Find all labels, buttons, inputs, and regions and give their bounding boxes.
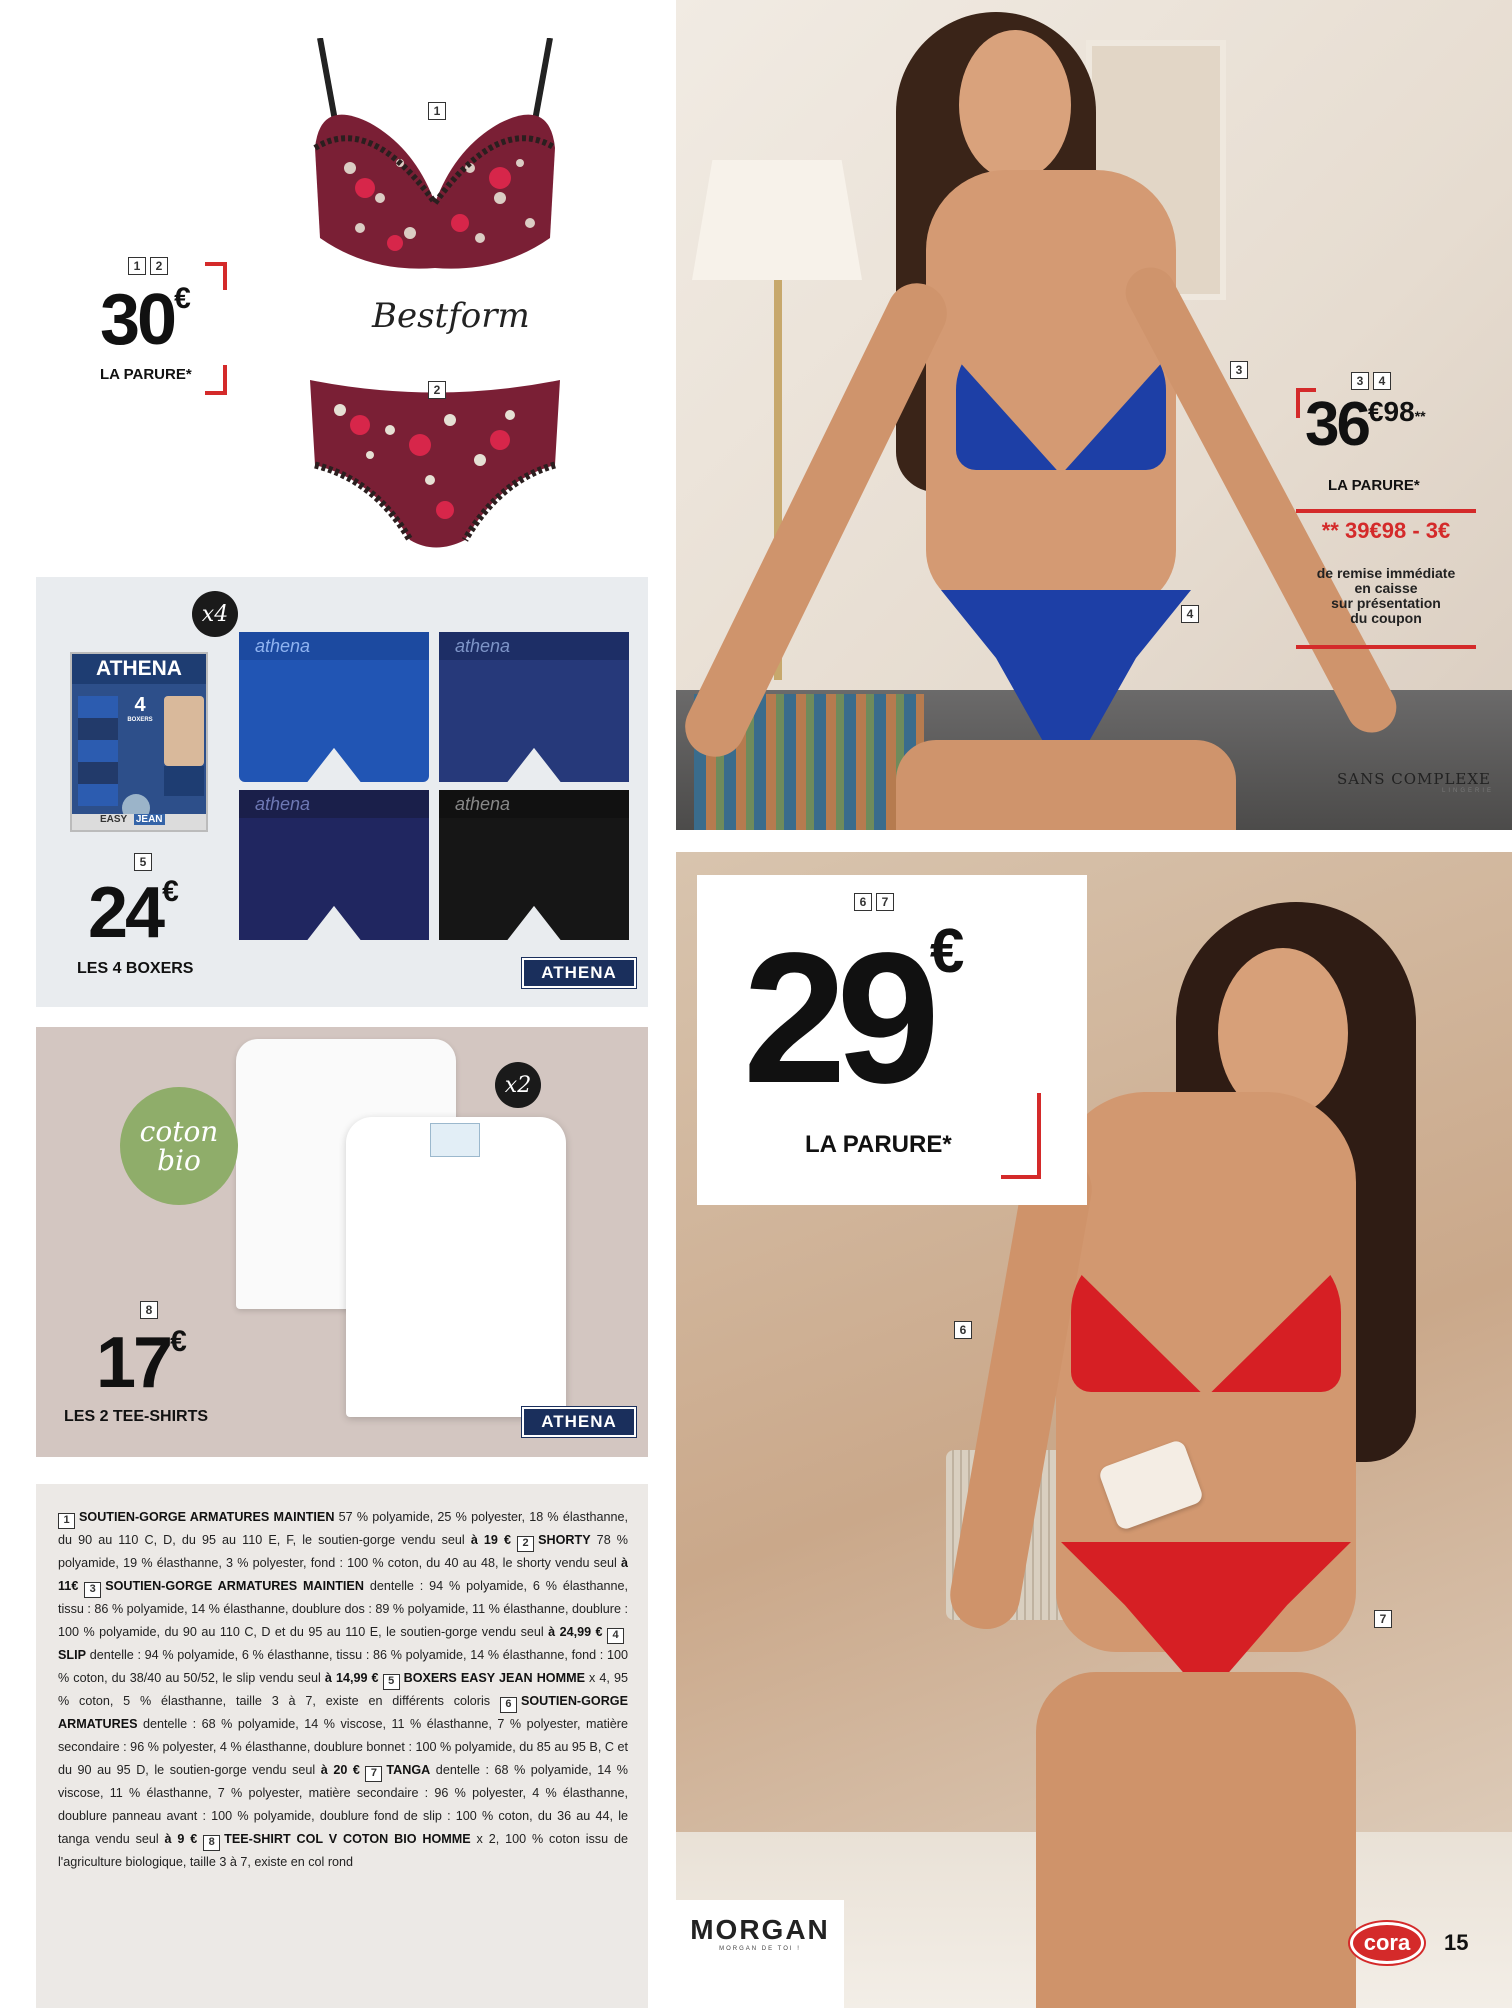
description-text [58,1506,628,1874]
sanscomplexe-refs: 3 4 [1351,372,1395,390]
description-price: à 24,99 € [548,1625,607,1639]
sanscomplexe-slip-ref: 4 [1181,605,1203,623]
morgan-brand-logo: MORGAN MORGAN DE TOI ! [676,1900,844,2008]
tees-ref: 8 [140,1301,162,1319]
bestform-brand-text: Bestform [372,296,530,336]
bestform-shorty-ref: 2 [428,381,450,399]
description-body: dentelle : 94 % polyamide, 6 % élasthanne, tissu : 86 % polyamide, 14 % élasthanne, doublure dos : 89 % polyamide, 11 % élasthanne, doublure : 100 % polyamide, du 90 au 110 C, D et du 95 au 110 E, le soutien-gorge vendu seul [58,1579,628,1639]
sanscomplexe-brand-logo: SANS COMPLEXE LINGERIE [1336,770,1494,794]
description-ref: 1 [58,1513,75,1529]
description-body: dentelle : 68 % polyamide, 14 % viscose, 11 % élasthanne, 7 % polyester, matière secondaire : 96 % polyester, 4 % élasthanne, doublure bonnet : 100 % polyamide, du 85 au 95 B, C et du 90 au 95 D, le soutien-gorge vendu seul [58,1717,628,1777]
description-body: dentelle : 94 % polyamide, 6 % élasthanne, tissu : 86 % polyamide, 14 % élasthanne, fond : 100 % coton, du 38/40 au 50/52, le slip vendu seul [58,1648,628,1685]
bestform-price: 30€ [100,280,191,360]
lamp-shade [692,160,862,280]
description-title: SOUTIEN-GORGE ARMATURES MAINTIEN [79,1510,335,1524]
description-title: SLIP [58,1648,86,1662]
cora-logo: cora [1350,1922,1424,1964]
description-price: à 14,99 € [324,1671,383,1685]
description-title: TEE-SHIRT COL V COTON BIO HOMME [224,1832,471,1846]
description-body: dentelle : 68 % polyamide, 14 % viscose, 11 % élasthanne, 7 % polyester, matière secondaire : 96 % polyester, 4 % élasthanne, doublure panneau avant : 100 % polyamide, doublure fond de slip : 100 % coton, du 36 au 44, le tanga vendu seul [58,1763,629,1846]
tees-count-badge: x2 [495,1062,541,1108]
description-body: 57 % polyamide, 25 % polyester, 18 % élasthanne, du 90 au 110 C, D, du 95 au 110 E, F, le soutien-gorge vendu seul [58,1510,628,1547]
sanscomplexe-price: $36^{€98**}$ [1305,390,1426,459]
morgan-price: 29€ [743,915,965,1122]
pack-brand: ATHENA [72,654,206,684]
morgan-bracket [1001,1093,1041,1179]
pack-count: 4 [134,694,146,716]
eco-badge [120,1087,238,1205]
tees-price: 17€ [96,1323,187,1403]
description-ref: 7 [365,1766,382,1782]
description-price: à 11€ [58,1556,628,1593]
model-face [959,30,1071,180]
morgan-refs: 6 7 [854,893,898,911]
bestform-label: LA PARURE* [100,366,192,383]
description-ref: 4 [607,1628,624,1644]
eco-badge-line2: bio [157,1144,201,1177]
boxer-blue [239,632,429,782]
pack-sub: BOXERS [127,717,153,723]
boxer-dark-navy [239,790,429,940]
bestform-brand-logo [372,296,530,336]
bestform-bra-image [300,38,570,283]
morgan-price-box [697,875,1087,1205]
page-number: 15 [1444,1930,1469,1955]
bestform-bracket-top [205,262,227,290]
description-ref: 2 [517,1536,534,1552]
boxers-price: 24€ [88,873,179,953]
boxers-panel [36,577,648,1007]
description-price: à 19 € [470,1533,518,1547]
model-legs [896,740,1236,830]
sanscomplexe-label: LA PARURE* [1328,477,1420,494]
waistband-text-4: athena [439,790,629,818]
description-body: 78 % polyamide, 19 % élasthanne, 3 % polyester, fond : 100 % coton, du 40 au 48, le shorty vendu seul [58,1533,628,1570]
description-ref: 6 [500,1697,517,1713]
description-body: x 4, 95 % coton, 5 % élasthanne, taille 3 à 7, existe en différents coloris [58,1671,629,1708]
morgan-tanga-ref: 7 [1374,1610,1396,1628]
waistband-text-3: athena [239,790,429,818]
boxers-count-badge: x4 [192,591,238,637]
tee-shirt-front [346,1117,566,1417]
boxer-black [439,790,629,940]
waistband-text-1: athena [239,632,429,660]
boxers-brand-logo: ATHENA [522,958,636,988]
description-title: SHORTY [538,1533,591,1547]
description-panel [36,1484,648,2008]
eco-badge-line1: coton [139,1114,219,1148]
waistband-text-2: athena [439,632,629,660]
tees-label: LES 2 TEE-SHIRTS [64,1408,209,1425]
description-price: à 9 € [164,1832,204,1846]
description-ref: 3 [84,1582,101,1598]
boxers-ref: 5 [134,853,156,871]
pack-tag: EASY [100,814,128,825]
sanscomplexe-discount-text: de remise immédiate en caisse sur présentation du coupon [1316,565,1456,626]
bestform-bracket-bottom [205,365,227,395]
boxers-pack [70,652,208,832]
pack-tag2: JEAN [135,814,163,825]
description-title: BOXERS EASY JEAN HOMME [403,1671,585,1685]
description-price: à 20 € [320,1763,366,1777]
sanscomplexe-discount-rule-top [1296,509,1476,513]
description-title: SOUTIEN-GORGE ARMATURES [58,1694,628,1731]
description-ref: 8 [203,1835,220,1851]
sanscomplexe-discount-rule-bottom [1296,645,1476,649]
boxer-navy [439,632,629,782]
description-ref: 5 [383,1674,400,1690]
tees-panel [36,1027,648,1457]
tees-brand-logo: ATHENA [522,1407,636,1437]
sanscomplexe-bra-ref: 3 [1230,361,1252,379]
boxers-label: LES 4 BOXERS [77,960,194,977]
description-title: TANGA [386,1763,431,1777]
bestform-refs: 1 2 [128,257,172,275]
sanscomplexe-discount: ** 39€98 - 3€ [1321,518,1451,543]
morgan-bra-ref: 6 [954,1321,976,1339]
bestform-bra-ref: 1 [428,102,450,120]
model2-legs [1036,1672,1356,2008]
morgan-label: LA PARURE* [805,1131,952,1158]
description-title: SOUTIEN-GORGE ARMATURES MAINTIEN [105,1579,364,1593]
description-body: x 2, 100 % coton issu de l'agriculture biologique, taille 3 à 7, existe en col rond [58,1832,628,1869]
